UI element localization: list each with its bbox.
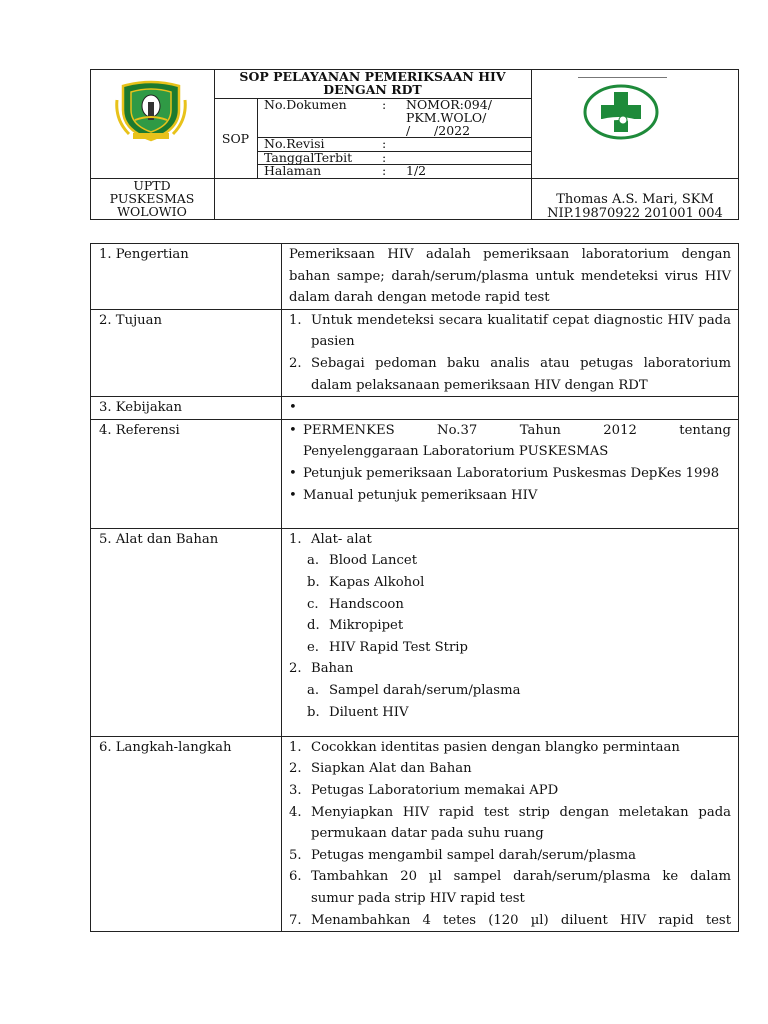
row-kebijakan (91, 397, 739, 420)
row-alat-bahan (91, 528, 739, 736)
referensi-3: Manual petunjuk pemeriksaan HIV (303, 487, 538, 503)
referensi-2: Petunjuk pemeriksaan Laboratorium Puskesmas DepKes 1998 (303, 465, 720, 481)
label-kebijakan: 3. Kebijakan (91, 397, 282, 420)
list-item: b. Diluent HIV (307, 704, 409, 720)
field-sep: : (382, 163, 387, 178)
field-value-halaman: 1/2 (406, 163, 427, 178)
field-sep: : (382, 150, 387, 165)
doc-no-line2: PKM.WOLO/ (406, 110, 487, 125)
group-bahan: 2. Bahan (289, 661, 354, 677)
list-item: 7. Menambahkan 4 tetes (120 µl) diluent HIV rapid test (289, 912, 731, 928)
list-item: 2. Sebagai pedoman baku analis atau petugas laboratorium dalam pelaksanaan pemeriksaan HIV dengan RDT (289, 355, 731, 393)
signer-name: Thomas A.S. Mari, SKM (556, 192, 714, 207)
puskesmas-logo (583, 84, 659, 140)
field-label-halaman: Halaman (264, 163, 322, 178)
sop-title-line1: SOP PELAYANAN PEMERIKSAAN HIV (239, 69, 506, 84)
list-item: c. Handscoon (307, 596, 404, 612)
row-referensi (91, 419, 739, 528)
row-pengertian (91, 244, 739, 310)
list-item: 6. Tambahkan 20 µl sampel darah/serum/plasma ke dalam sumur pada strip HIV rapid test (289, 869, 731, 906)
referensi-1: Penyelenggaraan Laboratorium PUSKESMAS (303, 444, 609, 460)
list-item: • Petunjuk pemeriksaan Laboratorium Puskesmas DepKes 1998 (289, 463, 731, 485)
list-item: 2. Siapkan Alat dan Bahan (289, 761, 472, 777)
row-tujuan (91, 309, 739, 396)
row-langkah (91, 736, 739, 931)
field-sep: : (382, 136, 387, 151)
org-line2: PUSKESMAS (109, 191, 195, 206)
text-pengertian: Pemeriksaan HIV adalah pemeriksaan laboratorium dengan bahan sampe; darah/serum/plasma untuk mendeteksi virus HIV dalam darah dengan metode rapid test (282, 244, 739, 310)
bullet: • (289, 400, 297, 416)
group-alat: 1. Alat- alat (289, 531, 372, 547)
list-item: d. Mikropipet (307, 618, 404, 634)
list-item: • PERMENKES No.37 Tahun 2012 tentang Penyelenggaraan Laboratorium PUSKESMAS (289, 422, 731, 460)
label-pengertian: 1. Pengertian (91, 244, 282, 310)
sop-title-line2: DENGAN RDT (323, 82, 422, 97)
list-item: 1. Untuk mendeteksi secara kualitatif cepat diagnostic HIV pada pasien (289, 312, 731, 350)
list-item: 4. Menyiapkan HIV rapid test strip dengan meletakan pada permukaan datar pada suhu ruang (289, 804, 731, 842)
list-item: 5. Petugas mengambil sampel darah/serum/plasma (289, 847, 636, 863)
label-alat-bahan: 5. Alat dan Bahan (91, 528, 282, 736)
doc-no-line3: / /2022 (406, 123, 471, 138)
org-line1: UPTD (133, 178, 171, 193)
label-tujuan: 2. Tujuan (91, 309, 282, 396)
list-item: • Manual petunjuk pemeriksaan HIV (289, 485, 731, 507)
sop-content-table (90, 243, 739, 932)
field-label-no-dokumen: No.Dokumen (264, 97, 347, 112)
sop-label: SOP (221, 131, 250, 146)
field-value-no-dokumen: NOMOR:094/ (406, 97, 492, 112)
signer-nip: NIP.19870922 201001 004 (547, 206, 723, 221)
regency-emblem-logo (113, 80, 189, 142)
field-label-tanggal-terbit: TanggalTerbit (264, 150, 353, 165)
label-langkah: 6. Langkah-langkah (91, 736, 282, 931)
field-sep: : (382, 97, 387, 112)
list-item: 3. Petugas Laboratorium memakai APD (289, 782, 559, 798)
list-item: a. Sampel darah/serum/plasma (307, 682, 521, 698)
field-label-no-revisi: No.Revisi (264, 136, 325, 151)
label-referensi: 4. Referensi (91, 419, 282, 528)
list-item: e. HIV Rapid Test Strip (307, 639, 468, 655)
list-item: 1. Cocokkan identitas pasien dengan blangko permintaan (289, 739, 680, 755)
list-item: a. Blood Lancet (307, 553, 418, 569)
list-item: b. Kapas Alkohol (307, 574, 425, 590)
org-line3: WOLOWIO (117, 204, 187, 219)
